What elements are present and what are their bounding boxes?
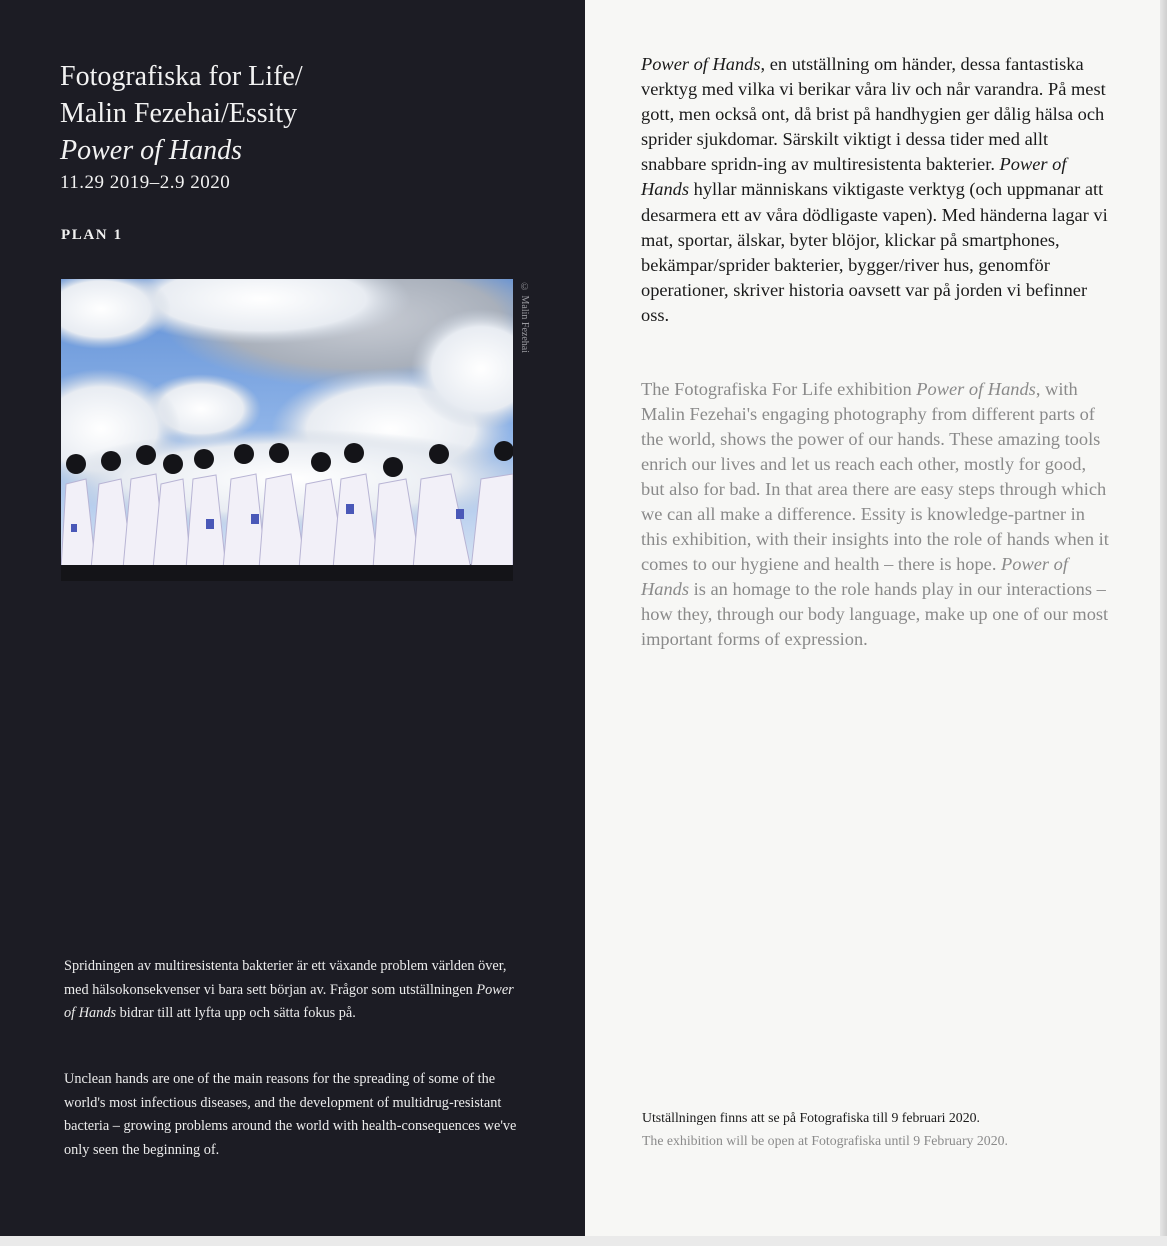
exhibition-photo [61,279,513,581]
left-text-sv-part-2: bidrar till att lyfta upp och sätta fokus på. [116,1005,356,1022]
sv-part-2: hyllar människans viktigaste verktyg (och uppmanar att desarmera ett av våra dödligaste vapen). Med händerna lagar vi mat, sportar, älskar, byter blöjor, klickar på smartphones, bekämpar/sprider bakterier, bygger/river hus, genomför operationer, skriver historia oavsett var på jorden vi befinner oss. [641,179,1108,325]
page-edge-right [1160,0,1167,1236]
sv-italic-2: Power of Hands [641,154,1067,200]
footer-english: The exhibition will be open at Fotografiska until 9 February 2020. [642,1133,1008,1148]
photo-girls-in-white-dresses [61,279,513,581]
left-text-sv-part-1: Spridningen av multiresistenta bakterier är ett växande problem världen över, med hälsokonsekvenser vi bara sett början av. Frågor som utställningen [64,958,507,998]
floor-plan-label: PLAN 1 [61,227,123,243]
photo-credit: © Malin Fezehai [519,282,530,353]
en-part-3: is an homage to the role hands play in our interactions – how they, through our body language, make up one of our most important forms of expression. [641,579,1109,649]
right-text-english [641,377,1111,652]
en-italic-2: Power of Hands [641,554,1068,599]
left-text-sv-italic: Power of Hands [64,981,514,1022]
sv-part-1: , en utställning om händer, dessa fantastiska verktyg med vilka vi berikar våra liv och når varandra. På mest gott, men också ont, då brist på handhygien ger dålig hälsa och sprider sjukdomar. Särskilt viktigt i dessa tider med allt snabbare spridn-ing av multiresistenta bakterier. [641,54,1106,175]
title-line-3: Power of Hands [60,135,242,166]
en-italic-1: Power of Hands [916,379,1036,399]
title-line-2: Malin Fezehai/Essity [60,98,298,129]
en-part-1: The Fotografiska For Life exhibition [641,379,917,399]
right-text-swedish [641,52,1111,328]
exhibition-dates: 11.29 2019–2.9 2020 [60,172,231,193]
left-text-swedish [64,955,524,1026]
exhibition-title [60,58,303,169]
left-text-english: Unclean hands are one of the main reasons for the spreading of some of the world's most infectious diseases, and the development of multidrug-resistant bacteria – growing problems around the world with health-consequences we've only seen the beginning of. [64,1071,517,1158]
left-panel [0,0,585,1236]
title-line-1: Fotografiska for Life/ [60,61,303,92]
en-part-2: , with Malin Fezehai's engaging photography from different parts of the world, shows the power of our hands. These amazing tools enrich our lives and let us reach each other, mostly for good, but also for bad. In that area there are easy steps through which we can all make a difference. Essity is knowledge-partner in this exhibition, with their insights into the role of hands when it comes to our hygiene and health – there is hope. [641,379,1109,574]
page-edge-bottom [0,1236,1167,1246]
sv-italic-1: Power of Hands [641,54,761,74]
footer-swedish: Utställningen finns att se på Fotografiska till 9 februari 2020. [642,1110,980,1125]
